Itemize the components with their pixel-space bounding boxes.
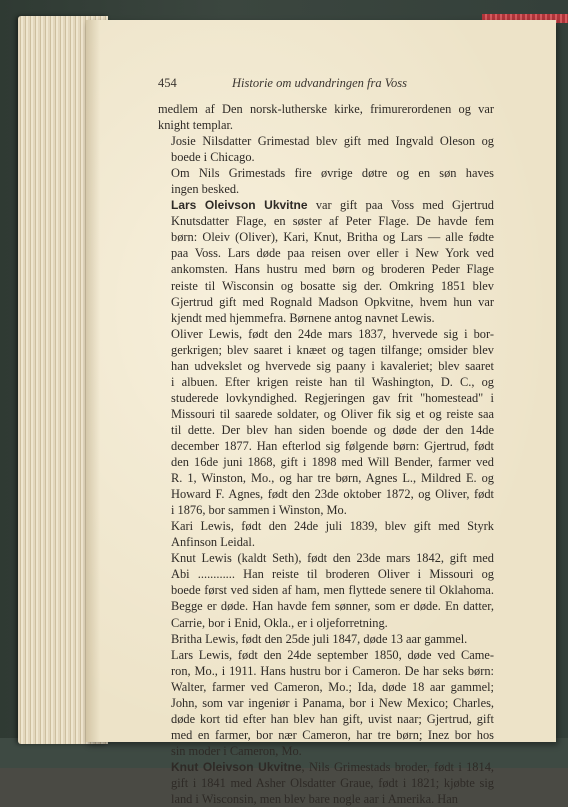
line-text: december 1877. Han efterlod sig følgende børn: Gjertrud, født — [171, 438, 494, 453]
line-text: i 1876, bor sammen i Winston, Mo. — [171, 503, 347, 518]
line-text: Knut Lewis (kaldt Seth), født den 23de mars 1842, gift med — [171, 551, 494, 566]
paragraph — [158, 326, 494, 519]
text-line — [158, 213, 494, 229]
text-line — [158, 229, 494, 245]
paragraph — [158, 631, 494, 647]
line-text: Begge er døde. Han havde fem sønner, som er døde. En datter, — [171, 599, 494, 614]
text-line — [158, 165, 494, 181]
text-line — [158, 326, 494, 342]
text-line — [158, 502, 494, 518]
text-line — [158, 470, 494, 486]
line-text: Anfinson Leidal. — [171, 535, 255, 550]
line-text: reiste til Wisconsin og bosatte sig der. Omkring 1851 blev — [171, 278, 494, 293]
line-text: var gift paa Voss med Gjertrud — [307, 198, 494, 213]
text-line — [158, 342, 494, 358]
line-text: ingen besked. — [171, 182, 240, 197]
text-line — [158, 743, 494, 759]
line-text: gerkrigen; blev saaret i knæet og tagen tilfange; omsider blev — [171, 342, 494, 357]
paragraph — [158, 133, 494, 165]
text-line — [158, 711, 494, 727]
line-text: han udvekslet og hvervede sig paany i kavaleriet; blev saaret — [171, 358, 494, 373]
text-line — [158, 775, 494, 791]
line-text: Oliver Lewis, født den 24de mars 1837, hvervede sig i bor- — [171, 326, 494, 341]
paragraph — [158, 550, 494, 630]
line-text: børn: Oleiv (Oliver), Kari, Knut, Britha og Lars — alle fødte — [171, 230, 494, 245]
line-text: studerede lovkyndighed. Regjeringen gav frit "homestead" i — [171, 390, 494, 405]
line-text: døde kort tid efter han blev han gift, uvist naar; Gjertrud, gift — [171, 711, 494, 726]
page-number: 454 — [158, 76, 177, 90]
line-text: John, som var ingeniør i Panama, bor i New Mexico; Charles, — [171, 695, 494, 710]
paragraph — [158, 101, 494, 133]
line-text: knight templar. — [158, 118, 234, 133]
text-line — [158, 358, 494, 374]
line-text: med en farmer, bor nær Cameron, har tre børn; Inez bor hos — [171, 727, 494, 742]
text-line — [158, 422, 494, 438]
text-line — [158, 647, 494, 663]
text-line — [158, 278, 494, 294]
text-line — [158, 727, 494, 743]
line-text: Walter, farmer ved Cameron, Mo.; Ida, døde 18 aar gammel; — [171, 679, 494, 694]
line-text: R. 1, Winston, Mo., og har tre børn, Agnes L., Mildred E. og — [171, 471, 494, 486]
text-line — [158, 101, 494, 117]
line-text: til dette. Der blev han siden boende og døde der den 14de — [171, 422, 494, 437]
paragraph — [158, 518, 494, 550]
line-text: Carrie, bor i Enid, Okla., er i oljeforretning. — [171, 615, 388, 630]
text-line — [158, 615, 494, 631]
line-text: Missouri til saarede soldater, og Oliver fik sig et og reiste saa — [171, 406, 494, 421]
text-line — [158, 534, 494, 550]
line-text: Kari Lewis, født den 24de juli 1839, blev gift med Styrk — [171, 519, 494, 534]
text-line — [158, 261, 494, 277]
line-text: gift i 1841 med Asher Olsdatter Graue, født i 1821; kjøbte sig — [171, 775, 494, 790]
paragraph — [158, 197, 494, 325]
text-line — [158, 406, 494, 422]
text-line — [158, 294, 494, 310]
text-line — [158, 390, 494, 406]
line-text: medlem af Den norsk-lutherske kirke, frimurerordenen og var — [158, 102, 494, 116]
line-text: den 16de juni 1868, gift i 1898 med Will Bender, farmer ved — [171, 455, 494, 470]
line-text: Lars Lewis, født den 24de september 1850, døde ved Came- — [171, 647, 494, 662]
paragraph — [158, 759, 494, 807]
line-text: Om Nils Grimestads fire øvrige døtre og en søn haves — [171, 166, 494, 181]
text-line — [158, 679, 494, 695]
text-line — [158, 582, 494, 598]
line-text: paa Voss. Lars døde paa reisen over eller i New York ved — [171, 246, 494, 261]
text-line — [158, 374, 494, 390]
text-line — [158, 197, 494, 213]
running-title: Historie om udvandringen fra Voss — [232, 76, 407, 90]
line-text: Abi ............ Han reiste til broderen Oliver i Missouri og — [171, 567, 494, 582]
text-line — [158, 550, 494, 566]
line-text: ankomsten. Hans hustru med børn og broderen Peder Flage — [171, 262, 494, 277]
line-text: i albuen. Efter krigen reiste han til Washington, D. C., og — [171, 374, 494, 389]
text-line — [158, 181, 494, 197]
text-line — [158, 598, 494, 614]
page-gutter-shadow — [86, 20, 100, 742]
text-line — [158, 117, 494, 133]
line-text: , Nils Grimestads broder, født i 1814, — [301, 759, 494, 774]
line-text: ron, Mo., i 1911. Hans hustru bor i Cameron. De har seks børn: — [171, 663, 494, 678]
page-text — [158, 101, 494, 807]
line-text: Knutsdatter Flage, en søster af Peter Flage. De havde fem — [171, 214, 494, 229]
line-text: boede i Chicago. — [171, 150, 255, 165]
text-line — [158, 566, 494, 582]
line-text: land i Wisconsin, men blev bare nogle aar i Amerika. Han — [171, 792, 458, 807]
text-line — [158, 631, 494, 647]
text-line — [158, 454, 494, 470]
text-line — [158, 518, 494, 534]
person-name-heading: Lars Oleivson Ukvitne — [171, 198, 308, 213]
paragraph — [158, 165, 494, 197]
paragraph — [158, 647, 494, 759]
text-line — [158, 791, 494, 807]
page-header — [158, 76, 494, 96]
text-line — [158, 486, 494, 502]
text-line — [158, 663, 494, 679]
line-text: Gjertrud gift med Rognald Madson Opkvitne, hvem hun var — [171, 294, 494, 309]
line-text: boede først ved siden af ham, men flyttede senere til Oklahoma. — [171, 583, 494, 598]
text-line — [158, 133, 494, 149]
text-line — [158, 149, 494, 165]
text-line — [158, 310, 494, 326]
text-line — [158, 438, 494, 454]
line-text: Josie Nilsdatter Grimestad blev gift med Ingvald Oleson og — [171, 134, 494, 149]
line-text: sin moder i Cameron, Mo. — [171, 743, 302, 758]
line-text: Howard F. Agnes, født den 23de oktober 1872, og Oliver, født — [171, 487, 494, 502]
text-line — [158, 759, 494, 775]
line-text: Britha Lewis, født den 25de juli 1847, døde 13 aar gammel. — [171, 631, 468, 646]
line-text: kjendt med hjemmefra. Børnene antog navnet Lewis. — [171, 310, 435, 325]
text-line — [158, 245, 494, 261]
text-line — [158, 695, 494, 711]
person-name-heading: Knut Oleivson Ukvitne — [171, 759, 302, 774]
